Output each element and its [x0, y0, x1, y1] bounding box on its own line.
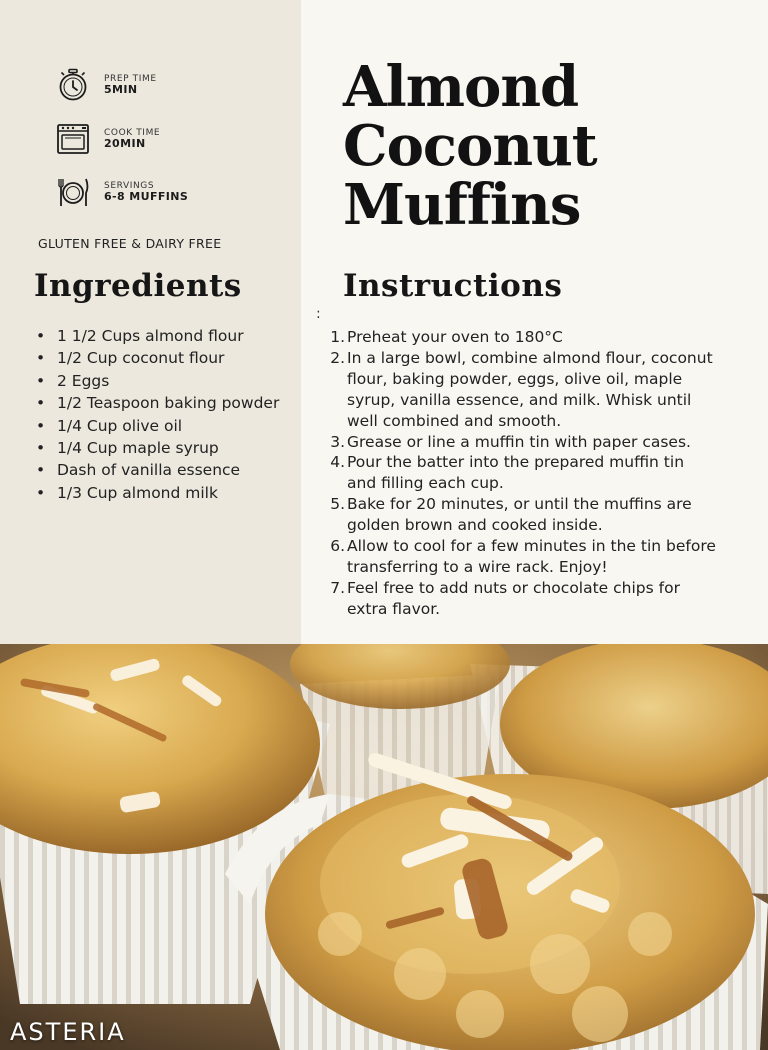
- step-text: Pour the batter into the prepared muffin tin and filling each cup.: [347, 453, 685, 493]
- step-text: In a large bowl, combine almond flour, coconut flour, baking powder, eggs, olive oil, maple syrup, vanilla essence, and milk. Whisk until well combined and smooth.: [347, 348, 713, 430]
- ingredient-item: • 1/3 Cup almond milk: [36, 482, 286, 504]
- ingredient-item: • 1/2 Teaspoon baking powder: [36, 392, 286, 414]
- servings-label: SERVINGS: [104, 180, 155, 191]
- instruction-step: [326, 578, 716, 620]
- step-text: Bake for 20 minutes, or until the muffins are golden brown and cooked inside.: [347, 495, 692, 535]
- instruction-step: [326, 494, 716, 536]
- ingredient-item: • 1/4 Cup olive oil: [36, 415, 286, 437]
- step-text: Feel free to add nuts or chocolate chips for extra flavor.: [347, 578, 680, 618]
- step-number: 1.: [330, 328, 345, 346]
- ingredient-list: [36, 325, 286, 504]
- prep-time: [56, 68, 157, 102]
- recipe-title-line: Muffins: [343, 172, 581, 238]
- stopwatch-icon: [56, 68, 90, 102]
- ingredients-heading: Ingredients: [34, 268, 242, 304]
- step-number: 7.: [330, 578, 345, 597]
- step-number: 3.: [330, 432, 345, 451]
- step-number: 6.: [330, 537, 345, 556]
- servings: [56, 175, 188, 209]
- muffin-illustration: [0, 644, 768, 1050]
- step-text: Allow to cool for a few minutes in the tin before transferring to a wire rack. Enjoy!: [347, 537, 716, 576]
- prep-time-value: 5MIN: [104, 82, 138, 96]
- oven-icon: [56, 122, 90, 156]
- ingredient-item: • 1 1/2 Cups almond flour: [36, 325, 286, 347]
- prep-time-label: PREP TIME: [104, 73, 157, 84]
- instruction-step: [326, 452, 716, 494]
- recipe-title: [343, 54, 597, 238]
- muffin-photo: [0, 644, 768, 1050]
- instruction-step: [326, 432, 716, 453]
- stray-colon: :: [316, 306, 321, 322]
- servings-value: 6-8 MUFFINS: [104, 189, 189, 203]
- step-number: 2.: [330, 348, 345, 367]
- step-number: 4.: [330, 453, 345, 472]
- instruction-list: [326, 327, 716, 620]
- instructions-heading: Instructions: [343, 268, 563, 304]
- instruction-step: [326, 536, 716, 578]
- ingredient-item: • Dash of vanilla essence: [36, 459, 286, 481]
- cook-time-value: 20MIN: [104, 136, 146, 150]
- step-text: Preheat your oven to 180°C: [347, 328, 563, 346]
- brand-logo: ASTERIA: [10, 1018, 126, 1046]
- plate-cutlery-icon: [56, 175, 90, 209]
- ingredient-item: • 2 Eggs: [36, 370, 286, 392]
- instruction-step: [326, 348, 716, 432]
- instruction-step: [326, 327, 716, 348]
- step-text: Grease or line a muffin tin with paper cases.: [347, 432, 691, 451]
- ingredient-item: • 1/2 Cup coconut flour: [36, 347, 286, 369]
- diet-note: GLUTEN FREE & DAIRY FREE: [38, 236, 222, 251]
- step-number: 5.: [330, 495, 345, 514]
- recipe-title-line: Coconut: [343, 113, 597, 179]
- recipe-title-line: Almond: [343, 54, 579, 120]
- ingredient-item: • 1/4 Cup maple syrup: [36, 437, 286, 459]
- cook-time: [56, 122, 160, 156]
- cook-time-label: COOK TIME: [104, 127, 161, 138]
